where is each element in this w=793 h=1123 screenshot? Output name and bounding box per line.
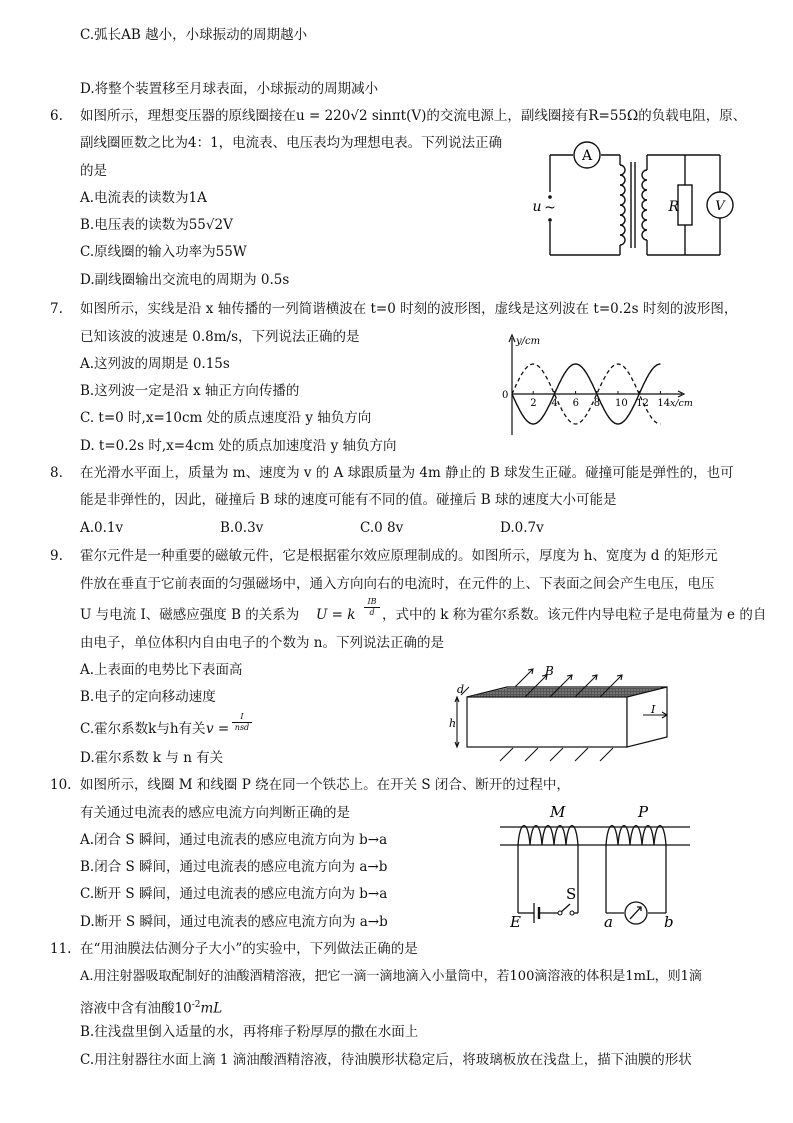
resistor-label: R: [668, 199, 679, 215]
q9-option-b: B.电子的定向移动速度: [80, 689, 216, 705]
q8-option-c: C.0 8v: [360, 520, 404, 536]
q6-stem-1: 如图所示，理想变压器的原线圈接在u = 220√2 sinπt(V)的交流电源上，副线圈接有R=55Ω的负载电阻，原、: [80, 108, 747, 124]
y-axis-label: y/cm: [516, 336, 541, 347]
q6-stem-2: 副线圈匝数之比为4：1，电流表、电压表均为理想电表。下列说法正确: [80, 135, 503, 151]
q11-option-a-1: A.用注射器吸取配制好的油酸酒精溶液，把它一滴一滴地滴入小量筒中，若100滴溶液的体积是1mL，则1滴: [80, 969, 702, 984]
q7-number: 7.: [50, 301, 63, 317]
q11-exponent: -2: [191, 1000, 201, 1010]
x-tick-label: 2: [530, 398, 537, 409]
q6-option-b: B.电压表的读数为55√2V: [80, 217, 233, 233]
q7-option-b: B.这列波一定是沿 x 轴正方向传播的: [80, 383, 300, 399]
q9c-fraction-denominator: nsd: [234, 723, 250, 732]
q5-option-c: C.弧长AB 越小，小球振动的周期越小: [80, 27, 308, 43]
q9c-fraction-numerator: I: [232, 712, 252, 723]
q9-stem-3a: U 与电流 I、磁感应强度 B 的关系为: [80, 607, 300, 623]
q9-option-c: C.霍尔系数k与h有关: [80, 721, 206, 737]
q6-option-c: C.原线圈的输入功率为55W: [80, 244, 247, 260]
q10-number: 10.: [50, 777, 72, 793]
coils-core-diagram: [498, 805, 698, 930]
q9-fraction: [364, 597, 380, 618]
q8-stem-2: 能是非弹性的，因此，碰撞后 B 球的速度可能有不同的值。碰撞后 B 球的速度大小可能是: [80, 492, 617, 508]
q9-formula-u: U = k: [316, 607, 356, 623]
coil-m-label: M: [550, 803, 566, 821]
hall-element-diagram: [445, 665, 675, 765]
q7-option-c: C. t=0 时,x=10cm 处的质点速度沿 y 轴负方向: [80, 410, 372, 426]
q8-option-a: A.0.1v: [80, 520, 124, 536]
b-field-label: B: [545, 664, 554, 678]
q7-stem-2: 已知该波的波速是 0.8m/s，下列说法正确的是: [80, 329, 360, 345]
switch-s-label: S: [566, 885, 577, 903]
x-tick-label: 6: [572, 398, 579, 409]
q9-option-c-formula: v =: [206, 721, 230, 737]
transformer-circuit-diagram: [525, 140, 745, 265]
wave-graph: [500, 330, 700, 440]
q9-stem-2: 件放在垂直于它前表面的匀强磁场中，通入方向向右的电流时，在元件的上、下表面之间会产生电压，电压: [80, 576, 715, 592]
q9-stem-4: 由电子，单位体积内自由电子的个数为 n。下列说法正确的是: [80, 635, 444, 651]
q10-stem-1: 如图所示，线圈 M 和线圈 P 绕在同一个铁芯上。在开关 S 闭合、断开的过程中，: [80, 777, 570, 793]
battery-e-label: E: [510, 913, 521, 931]
voltmeter-label: V: [715, 199, 725, 214]
ac-symbol-icon: ~: [544, 200, 556, 216]
coil-p-label: P: [638, 803, 649, 821]
q7-stem-1: 如图所示，实线是沿 x 轴传播的一列简谐横波在 t=0 时刻的波形图，虚线是这列波在 t=0.2s 时刻的波形图，: [80, 301, 738, 317]
q8-stem-1: 在光滑水平面上，质量为 m、速度为 v 的 A 球跟质量为 4m 静止的 B 球发生正碰。碰撞可能是弹性的，也可: [80, 465, 734, 481]
q11-number: 11.: [50, 941, 72, 957]
q9-fraction-numerator: IB: [364, 597, 380, 608]
x-axis-label: x/cm: [670, 398, 693, 409]
q8-option-b: B.0.3v: [220, 520, 264, 536]
q6-stem-3: 的是: [80, 163, 107, 179]
q7-option-a: A.这列波的周期是 0.15s: [80, 356, 230, 372]
q7-option-d: D. t=0.2s 时,x=4cm 处的质点加速度沿 y 轴负方向: [80, 438, 397, 454]
x-tick-label: 4: [551, 398, 558, 409]
source-label: u: [532, 199, 542, 215]
q11-stem: 在“用油膜法估测分子大小”的实验中，下列做法正确的是: [80, 941, 418, 957]
q6-option-d: D.副线圈输出交流电的周期为 0.5s: [80, 272, 290, 288]
q9-option-a: A.上表面的电势比下表面高: [80, 662, 243, 678]
height-h-label: h: [449, 717, 457, 730]
q11-unit: mL: [200, 1000, 223, 1017]
q9-stem-1: 霍尔元件是一种重要的磁敏元件，它是根据霍尔效应原理制成的。如图所示，厚度为 h、宽度为 d 的矩形元: [80, 548, 718, 564]
origin-label: 0: [502, 390, 509, 401]
q10-option-d: D.断开 S 瞬间，通过电流表的感应电流方向为 a→b: [80, 914, 388, 930]
q6-number: 6.: [50, 108, 63, 124]
width-d-label: d: [457, 683, 465, 696]
x-tick-label: 12: [636, 398, 649, 409]
q10-option-c: C.断开 S 瞬间，通过电流表的感应电流方向为 b→a: [80, 886, 388, 902]
ammeter-label: A: [581, 148, 593, 164]
terminal-b-label: b: [664, 913, 674, 931]
x-tick-label: 14: [657, 398, 671, 409]
q11-option-a-2-text: 溶液中含有油酸: [80, 1000, 175, 1017]
q10-stem-2: 有关通过电流表的感应电流方向判断正确的是: [80, 805, 350, 821]
terminal-a-label: a: [604, 913, 613, 931]
q8-number: 8.: [50, 465, 63, 481]
q10-option-b: B.闭合 S 瞬间，通过电流表的感应电流方向为 a→b: [80, 859, 388, 875]
q9-fraction-denominator: d: [369, 608, 375, 617]
q11-exponent-base: 10: [174, 1000, 192, 1017]
q9-stem-3b: ，式中的 k 称为霍尔系数。该元件内导电粒子是电荷量为 e 的自: [382, 607, 767, 623]
q10-option-a: A.闭合 S 瞬间，通过电流表的感应电流方向为 b→a: [80, 832, 388, 848]
x-tick-label: 8: [593, 398, 601, 409]
q8-option-d: D.0.7v: [500, 520, 544, 536]
q11-option-a-2: [80, 996, 222, 1018]
q9-number: 9.: [50, 548, 63, 564]
q9-option-d: D.霍尔系数 k 与 n 有关: [80, 750, 224, 766]
q11-option-c: C.用注射器往水面上滴 1 滴油酸酒精溶液，待油膜形状稳定后，将玻璃板放在浅盘上，描下油膜的形状: [80, 1052, 692, 1068]
q9c-fraction: [232, 712, 252, 733]
q6-option-a: A.电流表的读数为1A: [80, 190, 207, 206]
q11-option-b: B.往浅盘里倒入适量的水，再将痱子粉厚厚的撒在水面上: [80, 1024, 419, 1040]
q5-option-d: D.将整个装置移至月球表面，小球振动的周期减小: [80, 81, 379, 97]
x-tick-label: 10: [615, 398, 628, 409]
current-label: I: [651, 703, 656, 716]
